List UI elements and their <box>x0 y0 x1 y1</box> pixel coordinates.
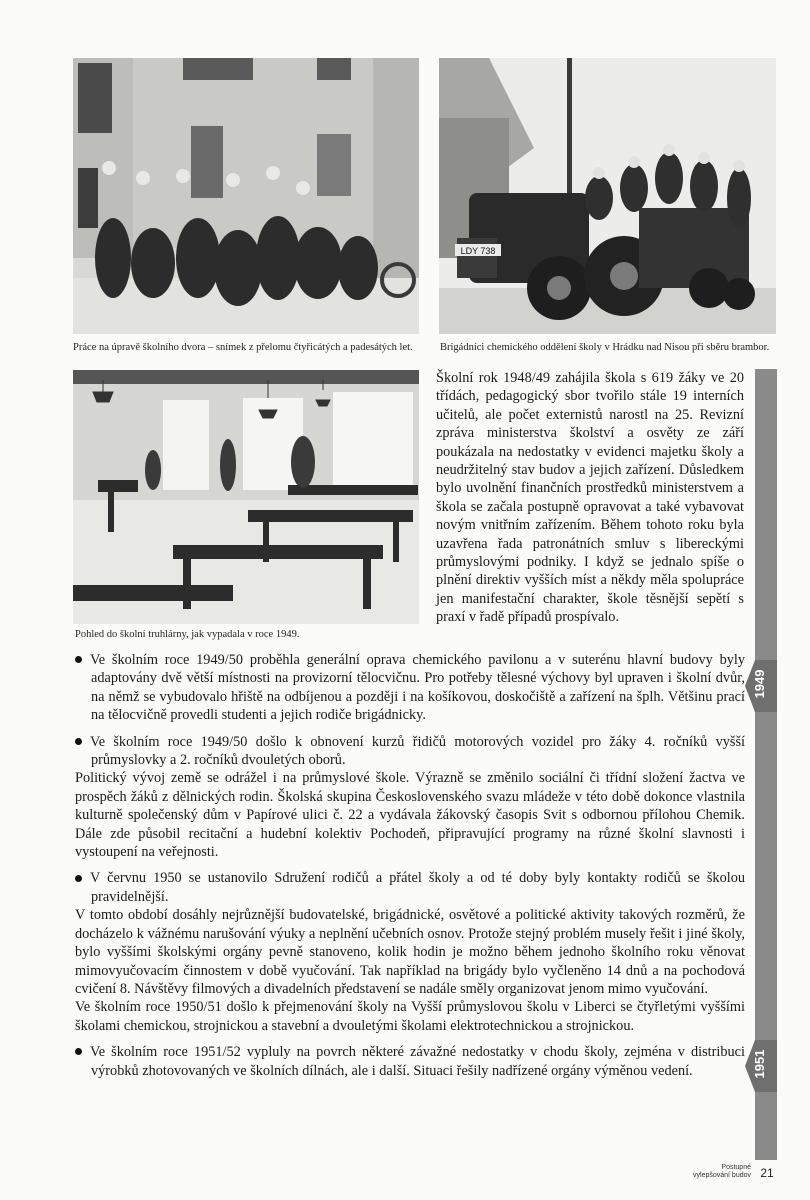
paragraph-text: Ve školním roce 1951/52 vypluly na povrch některé závažné nedostatky v chodu školy, zejména v distribuci výrobků zhotovovaných ve školních dílnách, ale i další. Situaci řešily nadřízené orgány výměnou vedení. <box>90 1044 745 1079</box>
bullet-icon <box>75 738 82 745</box>
bullet-paragraph <box>75 651 745 725</box>
paragraph <box>75 998 745 1035</box>
photo-schoolyard-work <box>73 58 419 334</box>
photo-caption: Práce na úpravě školního dvora – snímek z přelomu čtyřicátých a padesátých let. <box>73 342 413 353</box>
paragraph-text: V červnu 1950 se ustanovilo Sdružení rodičů a přátel školy a od té doby byly kontakty rodičů se školou pravidelnější. <box>90 870 745 905</box>
year-marker <box>745 1040 777 1092</box>
bullet-paragraph <box>75 869 745 906</box>
photo-tractor-brigade <box>439 58 776 334</box>
photo-caption: Brigádníci chemického oddělení školy v Hrádku nad Nisou při sběru brambor. <box>440 342 770 353</box>
year-label: 1951 <box>752 1049 767 1079</box>
paragraph-text: Politický vývoj země se odrážel i na průmyslové škole. Výrazně se změnilo sociální či třídní složení žactva ve prospěch žáků z dělnických rodin. Školská skupina Československého svazu mládeže v této době dokonce vlastnila kulturně společenský dům v Papírové ulici č. 22 a vydávala žákovský časopis Svit s odbornou přílohou Chemik. Dále zde působil recitační a hudební kolektiv Pochodeň, připravující programy na různé školní slavnosti i vystoupení na veřejnosti. <box>75 770 745 861</box>
page-number: 21 <box>760 1166 774 1180</box>
photo-carpentry-workshop <box>73 370 419 624</box>
bullet-icon <box>75 875 82 882</box>
paragraph-text: Ve školním roce 1949/50 došlo k obnovení kurzů řidičů motorových vozidel pro žáky 4. ročníků vyšší průmyslovky a 2. ročníků dvouletých oborů. <box>90 733 745 769</box>
paragraph-text: Ve školním roce 1950/51 došlo k přejmenování školy na Vyšší průmyslovou školu v Liberci se čtyřletými vyššími školami chemickou, strojnickou a stavební a dvouletými školami elektrotechnickou a strojnickou. <box>75 999 745 1034</box>
year-marker <box>745 660 777 712</box>
body-text <box>75 651 745 1080</box>
section-label: Postupné vylepšování budov <box>693 1164 751 1179</box>
bullet-icon <box>75 656 82 663</box>
bullet-icon <box>75 1048 82 1055</box>
bullet-paragraph <box>75 1043 745 1080</box>
paragraph <box>75 906 745 998</box>
license-plate: LDY 738 <box>460 246 496 256</box>
paragraph-text: V tomto období dosáhly nejrůznější budovatelské, brigádnické, osvětové a politické aktivity takových rozměrů, že docházelo k vážnému narušování výuky a neplnění učebních osnov. Protože stejný problém musely řešit i jiné školy, bylo vyššími školskými orgány pevně stanoveno, kolik hodin je možno během jednoho školního roku věnovat mimovyučovacím činnostem v době vyučování. Tak například na brigády bylo vyčleněno 14 dnů a na pochodová cvičení 8. Návštěvy filmových a divadelních představení se nadále směly organizovat jenom mimo vyučování. <box>75 907 745 997</box>
paragraph <box>75 769 745 861</box>
paragraph-text: Ve školním roce 1949/50 proběhla generální oprava chemického pavilonu a v suterénu hlavní budovy byly adaptovány dvě větší místnosti na provizorní tělocvičnu. Pro potřeby tělesné výchovy byl upraven i školní dvůr, na němž se vybudovalo hřiště na odbíjenou a později i na košíkovou, doskočiště a zařízení na šplh. Většinu prací na tělocvičně provedli studenti a jejich rodiče brigádnicky. <box>90 652 745 724</box>
intro-paragraph: Školní rok 1948/49 zahájila škola s 619 žáky ve 20 třídách, pedagogický sbor tvořilo stále 19 interních učitelů, ale počet externistů narostl na 25. Revizní zpráva ministerstva školství a osvěty ze září poukázala na nedostatky v evidenci majetku školy a neudržitelný stav budov a jejich zařízení. Důsledkem bylo uvolnění finančních prostředků ministerstvem a škola se začala postupně opravovat a také vybavovat novým vnitřním zařízením. Během tohoto roku byla uzavřena řada patronátních smluv s libereckými průmyslovými podniky. I když se jednalo spíše o plnění direktiv vyšších míst a někdy měla spolupráce jen manifestační charakter, škole těsnější sepětí s praxí v řadě případů prospívalo. <box>436 370 744 626</box>
photo-caption: Pohled do školní truhlárny, jak vypadala v roce 1949. <box>75 629 300 640</box>
year-label: 1949 <box>752 669 767 699</box>
bullet-paragraph <box>75 733 745 770</box>
